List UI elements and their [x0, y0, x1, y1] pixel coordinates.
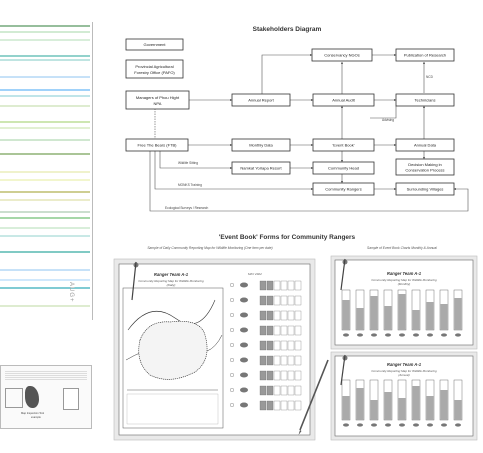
bar-fill	[399, 398, 406, 420]
tally-cell	[274, 401, 280, 410]
vertical-label: AUG+	[68, 282, 74, 303]
animal-icon	[357, 423, 363, 426]
svg-text:Ranger Team A-1: Ranger Team A-1	[386, 362, 422, 367]
node-event-book	[313, 139, 374, 151]
svg-text:Community Reporting Map for Wi: Community Reporting Map for Wildlife Monitoring	[371, 278, 437, 282]
svg-text:Provincial Agricultural: Provincial Agricultural	[135, 64, 174, 69]
tally-cell	[295, 296, 301, 305]
forms-left-caption: Sample of Daily Community Reporting Map for Wildlife Monitoring (One item per date)	[147, 246, 273, 250]
svg-text:Annual Report: Annual Report	[248, 97, 274, 103]
bar-fill	[385, 306, 392, 330]
tally-cell	[295, 356, 301, 365]
svg-text:Community Reporting Map for Wi: Community Reporting Map for Wildlife Monitoring	[371, 369, 437, 373]
forms-title: 'Event Book' Forms for Community Rangers	[218, 234, 356, 241]
animal-icon	[357, 333, 363, 336]
node-ftb	[126, 139, 188, 151]
bar-fill	[371, 400, 378, 420]
card-a-icon-rows	[230, 281, 301, 410]
tally-cell	[288, 326, 294, 335]
node-conservancy-ngos	[312, 49, 372, 61]
tally-cell	[288, 281, 294, 290]
tally-cell	[281, 356, 287, 365]
animal-icon	[240, 313, 248, 318]
tally-cell	[281, 386, 287, 395]
animal-icon	[441, 333, 447, 336]
node-community-head	[313, 162, 374, 174]
svg-text:NPA: NPA	[153, 101, 162, 106]
bar-fill	[343, 300, 350, 330]
tally-cell	[295, 371, 301, 380]
tally-cell	[288, 401, 294, 410]
node-annual-audit	[313, 94, 374, 106]
svg-text:(Annual): (Annual)	[398, 373, 410, 377]
tally-cell	[274, 341, 280, 350]
animal-icon	[371, 333, 377, 336]
svg-text:Publication of Research: Publication of Research	[403, 52, 447, 58]
animal-icon	[240, 373, 248, 378]
tally-cell	[274, 326, 280, 335]
node-community-rangers	[313, 183, 374, 195]
tally-cell	[288, 341, 294, 350]
thumbnail-caption-1: Map Inspection Tool	[21, 412, 45, 415]
tally-cell	[295, 386, 301, 395]
tally-cell	[260, 401, 266, 410]
node-managers-npa	[126, 91, 189, 109]
svg-text:Surrounding Villages: Surrounding Villages	[406, 186, 444, 192]
tally-cell	[274, 281, 280, 290]
tally-cell	[295, 341, 301, 350]
bar-fill	[413, 310, 420, 330]
bar-fill	[399, 294, 406, 330]
svg-text:Community Rangers: Community Rangers	[325, 186, 362, 192]
svg-text:Conservation Process: Conservation Process	[405, 167, 445, 173]
bar-fill	[371, 296, 378, 330]
tally-cell	[260, 311, 266, 320]
bar-fill	[343, 396, 350, 420]
forms-right-caption: Sample of Event Book Charts Monthly & Annual	[367, 246, 437, 250]
animal-icon	[240, 403, 248, 408]
animal-icon	[399, 333, 405, 336]
bar-fill	[427, 302, 434, 330]
bar-fill	[427, 396, 434, 420]
svg-text:Monthly Data: Monthly Data	[249, 142, 273, 148]
thumbnail-caption-2: example	[31, 416, 41, 419]
animal-icon	[455, 423, 461, 426]
node-government	[126, 39, 183, 50]
tally-cell	[281, 341, 287, 350]
node-resort	[232, 162, 290, 174]
animal-icon	[343, 423, 349, 426]
node-monthly-data	[232, 139, 290, 151]
svg-text:Community Reporting Map for Wi: Community Reporting Map for Wildlife Monitoring	[138, 279, 204, 283]
svg-text:Free The Bears (FTB): Free The Bears (FTB)	[137, 142, 177, 148]
tally-cell	[267, 341, 273, 350]
tally-cell	[267, 371, 273, 380]
tally-cell	[274, 296, 280, 305]
tally-cell	[274, 371, 280, 380]
animal-icon	[413, 423, 419, 426]
svg-text:Decision Making in: Decision Making in	[408, 162, 442, 167]
edge-label-advising: Advising	[382, 118, 395, 122]
tally-cell	[274, 311, 280, 320]
node-technicians	[396, 94, 454, 106]
edge-label-survey: Ecological Surveys / Research	[165, 206, 209, 210]
animal-icon	[385, 423, 391, 426]
tally-cell	[267, 386, 273, 395]
bar-fill	[413, 386, 420, 420]
card-monthly-chart	[331, 256, 477, 349]
edge-label-ncd: NCD	[426, 75, 433, 79]
tally-cell	[274, 386, 280, 395]
card-b-bars	[342, 290, 462, 337]
animal-icon	[240, 283, 248, 288]
bar-fill	[455, 298, 462, 330]
bar-fill	[357, 308, 364, 330]
tally-cell	[288, 311, 294, 320]
svg-text:(Monthly): (Monthly)	[397, 282, 411, 286]
tally-cell	[281, 371, 287, 380]
bar-fill	[455, 400, 462, 420]
card-c-bars	[342, 380, 462, 427]
tally-cell	[267, 326, 273, 335]
tally-cell	[260, 326, 266, 335]
animal-icon	[455, 333, 461, 336]
tally-cell	[267, 401, 273, 410]
tally-cell	[281, 401, 287, 410]
animal-icon	[240, 328, 248, 333]
tally-cell	[281, 326, 287, 335]
animal-icon	[427, 423, 433, 426]
animal-icon	[240, 388, 248, 393]
tally-cell	[288, 356, 294, 365]
tally-cell	[281, 281, 287, 290]
svg-text:Annual Audit: Annual Audit	[332, 97, 355, 103]
node-surrounding-villages	[396, 183, 454, 195]
svg-text:(Daily): (Daily)	[166, 283, 176, 287]
bar-fill	[441, 304, 448, 330]
tally-cell	[267, 311, 273, 320]
edge-label-monks: MONKS Training	[178, 183, 202, 187]
svg-text:MAY 2022: MAY 2022	[248, 272, 262, 276]
tally-cell	[295, 401, 301, 410]
animal-icon	[371, 423, 377, 426]
tally-cell	[288, 371, 294, 380]
svg-text:'Event Book': 'Event Book'	[332, 142, 355, 148]
animal-icon	[240, 298, 248, 303]
bar-fill	[385, 392, 392, 420]
animal-icon	[343, 333, 349, 336]
node-annual-report	[232, 94, 290, 106]
tally-cell	[281, 311, 287, 320]
tally-cell	[267, 356, 273, 365]
animal-icon	[413, 333, 419, 336]
node-pafo	[126, 60, 183, 78]
tally-cell	[260, 296, 266, 305]
card-annual-chart	[331, 352, 477, 440]
tally-cell	[295, 281, 301, 290]
tally-cell	[274, 356, 280, 365]
card-daily-map	[114, 259, 328, 440]
tally-cell	[281, 296, 287, 305]
tally-cell	[267, 281, 273, 290]
svg-text:Annual Data: Annual Data	[413, 142, 437, 148]
bar-fill	[357, 388, 364, 420]
tally-cell	[288, 386, 294, 395]
animal-icon	[441, 423, 447, 426]
svg-text:Technicians: Technicians	[414, 97, 436, 103]
svg-text:Managers of Phou Hight: Managers of Phou Hight	[135, 95, 180, 100]
animal-icon	[385, 333, 391, 336]
tally-cell	[260, 386, 266, 395]
svg-text:Namkat Yorlapa Resort: Namkat Yorlapa Resort	[240, 165, 282, 171]
tally-cell	[260, 356, 266, 365]
svg-text:Conservancy NGOs: Conservancy NGOs	[324, 52, 360, 58]
tally-cell	[295, 311, 301, 320]
tally-cell	[260, 371, 266, 380]
tally-cell	[267, 296, 273, 305]
edge-label-wildlife: Wildlife Sitting	[178, 161, 199, 165]
svg-text:Ranger Team A-1: Ranger Team A-1	[153, 272, 189, 277]
svg-text:Ranger Team A-1: Ranger Team A-1	[386, 271, 422, 276]
node-publication	[396, 49, 454, 61]
node-decision-making	[396, 159, 454, 175]
animal-icon	[240, 358, 248, 363]
svg-text:Community Head: Community Head	[328, 165, 359, 171]
tally-cell	[295, 326, 301, 335]
tally-cell	[260, 281, 266, 290]
animal-icon	[399, 423, 405, 426]
bar-fill	[441, 390, 448, 420]
tally-cell	[260, 341, 266, 350]
svg-text:Forestry Office (PAFO): Forestry Office (PAFO)	[134, 70, 175, 75]
tally-cell	[288, 296, 294, 305]
stakeholders-title: Stakeholders Diagram	[252, 26, 322, 33]
animal-icon	[240, 343, 248, 348]
svg-text:Government: Government	[143, 42, 166, 47]
node-annual-data	[396, 139, 454, 151]
animal-icon	[427, 333, 433, 336]
